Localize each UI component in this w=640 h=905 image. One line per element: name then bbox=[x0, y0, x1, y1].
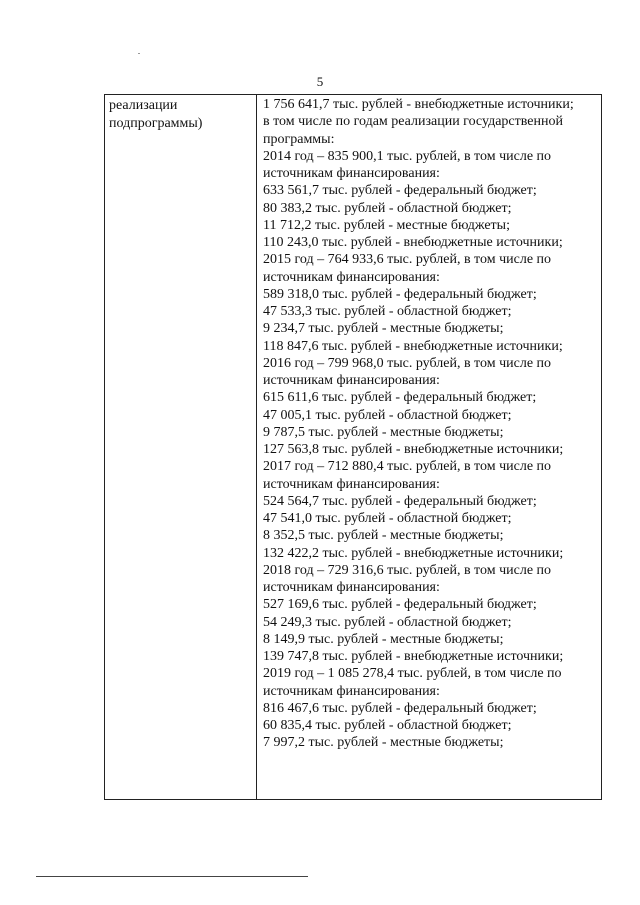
page-number: 5 bbox=[316, 74, 324, 89]
text-line: 132 422,2 тыс. рублей - внебюджетные источники; bbox=[263, 545, 564, 561]
footer-rule bbox=[36, 876, 308, 877]
text-line: источникам финансирования: bbox=[263, 166, 440, 181]
text-line: 633 561,7 тыс. рублей - федеральный бюджет; bbox=[263, 183, 537, 199]
text-line: 9 234,7 тыс. рублей - местные бюджеты; bbox=[263, 321, 504, 337]
text-line: 615 611,6 тыс. рублей - федеральный бюджет; bbox=[263, 390, 537, 406]
text-line: 2019 год – 1 085 278,4 тыс. рублей, в том числе по bbox=[263, 666, 562, 682]
text-line: источникам финансирования: bbox=[263, 580, 440, 595]
text-line: 80 383,2 тыс. рублей - областной бюджет; bbox=[263, 200, 512, 216]
text-line: источникам финансирования: bbox=[263, 373, 440, 388]
text-line: 2014 год – 835 900,1 тыс. рублей, в том числе по bbox=[263, 148, 552, 164]
text-line: программы: bbox=[263, 131, 335, 147]
text-line: 2015 год – 764 933,6 тыс. рублей, в том числе по bbox=[263, 252, 552, 268]
text-line: 589 318,0 тыс. рублей - федеральный бюджет; bbox=[263, 286, 537, 302]
table-left-cell bbox=[105, 95, 257, 799]
text-line: 8 352,5 тыс. рублей - местные бюджеты; bbox=[263, 528, 504, 544]
text-line: 54 249,3 тыс. рублей - областной бюджет; bbox=[263, 614, 512, 630]
text-line: 60 835,4 тыс. рублей - областной бюджет; bbox=[263, 718, 512, 733]
text-line: 47 533,3 тыс. рублей - областной бюджет; bbox=[263, 304, 512, 319]
text-line: подпрограммы) bbox=[109, 116, 203, 131]
text-line: 1 756 641,7 тыс. рублей - внебюджетные источники; bbox=[263, 97, 574, 112]
financing-table bbox=[104, 94, 602, 800]
text-line: источникам финансирования: bbox=[263, 476, 440, 492]
text-line: 118 847,6 тыс. рублей - внебюджетные источники; bbox=[263, 338, 563, 354]
text-line: 527 169,6 тыс. рублей - федеральный бюджет; bbox=[263, 597, 537, 613]
text-line: 110 243,0 тыс. рублей - внебюджетные источники; bbox=[263, 235, 563, 250]
text-line: источникам финансирования: bbox=[263, 683, 440, 699]
text-line: 816 467,6 тыс. рублей - федеральный бюджет; bbox=[263, 700, 537, 716]
text-line: в том числе по годам реализации государственной bbox=[263, 114, 563, 130]
table-right-cell bbox=[257, 95, 601, 799]
text-line: 8 149,9 тыс. рублей - местные бюджеты; bbox=[263, 631, 504, 647]
text-line: 47 541,0 тыс. рублей - областной бюджет; bbox=[263, 511, 512, 526]
text-line: 2017 год – 712 880,4 тыс. рублей, в том числе по bbox=[263, 459, 552, 475]
text-line: реализации bbox=[109, 98, 178, 113]
scan-speck bbox=[138, 53, 140, 54]
text-line: 139 747,8 тыс. рублей - внебюджетные источники; bbox=[263, 649, 564, 664]
text-line: 524 564,7 тыс. рублей - федеральный бюджет; bbox=[263, 493, 537, 509]
text-line: источникам финансирования: bbox=[263, 269, 440, 285]
text-line: 47 005,1 тыс. рублей - областной бюджет; bbox=[263, 407, 512, 423]
text-line: 2018 год – 729 316,6 тыс. рублей, в том числе по bbox=[263, 562, 552, 578]
text-line: 11 712,2 тыс. рублей - местные бюджеты; bbox=[263, 217, 510, 233]
text-line: 127 563,8 тыс. рублей - внебюджетные источники; bbox=[263, 442, 564, 457]
text-line: 2016 год – 799 968,0 тыс. рублей, в том числе по bbox=[263, 355, 552, 371]
text-line: 9 787,5 тыс. рублей - местные бюджеты; bbox=[263, 424, 504, 440]
text-line: 7 997,2 тыс. рублей - местные бюджеты; bbox=[263, 735, 504, 751]
